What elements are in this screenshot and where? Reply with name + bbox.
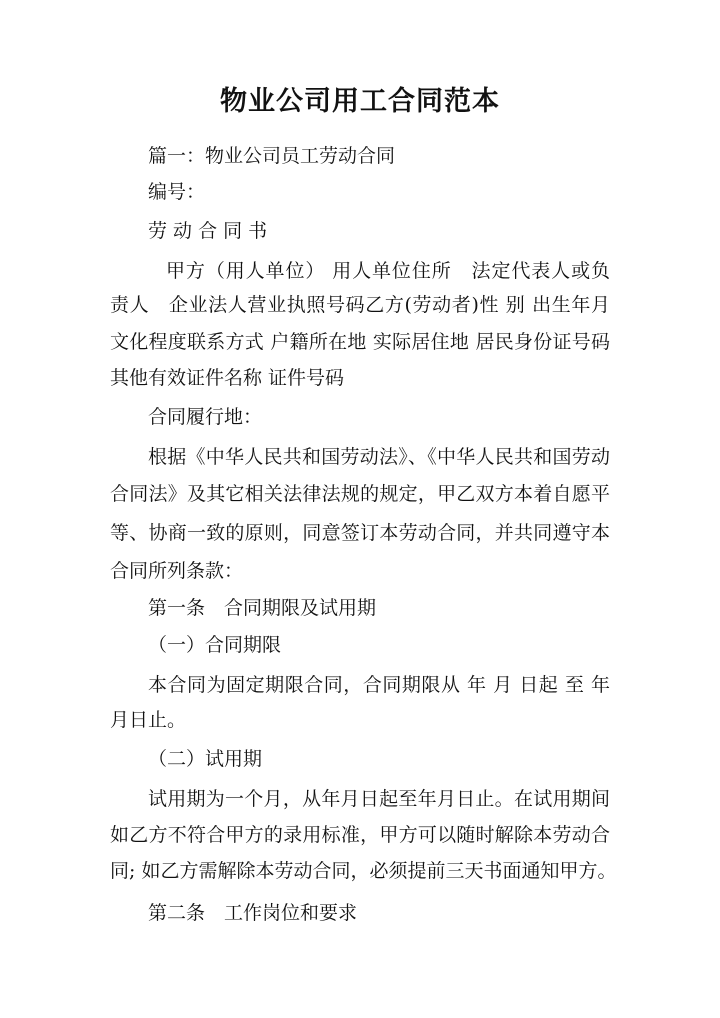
probation-line-2: 如乙方不符合甲方的录用标准，甲方可以随时解除本劳动合	[110, 824, 610, 846]
contract-term-line-1: 本合同为固定期限合同，合同期限从 年 月 日起 至 年	[148, 674, 610, 696]
party-info-line-3: 文化程度联系方式 户籍所在地 实际居住地 居民身份证号码	[110, 331, 610, 353]
contract-number-label: 编号：	[148, 181, 206, 203]
section-probation-heading: （二）试用期	[148, 748, 263, 770]
preamble-line-2: 合同法》及其它相关法律法规的规定，甲乙双方本着自愿平	[110, 483, 610, 505]
preamble-line-4: 合同所列条款：	[110, 560, 244, 582]
article-one-heading: 第一条 合同期限及试用期	[148, 597, 377, 619]
subtitle-line: 篇一：物业公司员工劳动合同	[148, 145, 396, 167]
party-info-line-1: 甲方（用人单位） 用人单位住所 法定代表人或负	[166, 260, 610, 282]
document-title: 物业公司用工合同范本	[220, 86, 500, 117]
party-info-line-2: 责人 企业法人营业执照号码乙方(劳动者)性 别 出生年月	[110, 294, 610, 316]
probation-line-3: 同; 如乙方需解除本劳动合同，必须提前三天书面通知甲方。	[110, 860, 617, 882]
preamble-line-3: 等、协商一致的原则，同意签订本劳动合同，并共同遵守本	[110, 522, 610, 544]
section-contract-term-heading: （一）合同期限	[148, 634, 282, 656]
article-two-heading: 第二条 工作岗位和要求	[148, 902, 358, 924]
party-info-line-4: 其他有效证件名称 证件号码	[110, 367, 345, 389]
contract-book-heading: 劳 动 合 同 书	[148, 220, 268, 242]
preamble-line-1: 根据《中华人民共和国劳动法》、《中华人民共和国劳动	[148, 446, 610, 468]
performance-place-label: 合同履行地：	[148, 406, 263, 428]
probation-line-1: 试用期为一个月，从年月日起至年月日止。在试用期间	[148, 788, 610, 810]
contract-term-line-2: 月日止。	[110, 709, 187, 731]
